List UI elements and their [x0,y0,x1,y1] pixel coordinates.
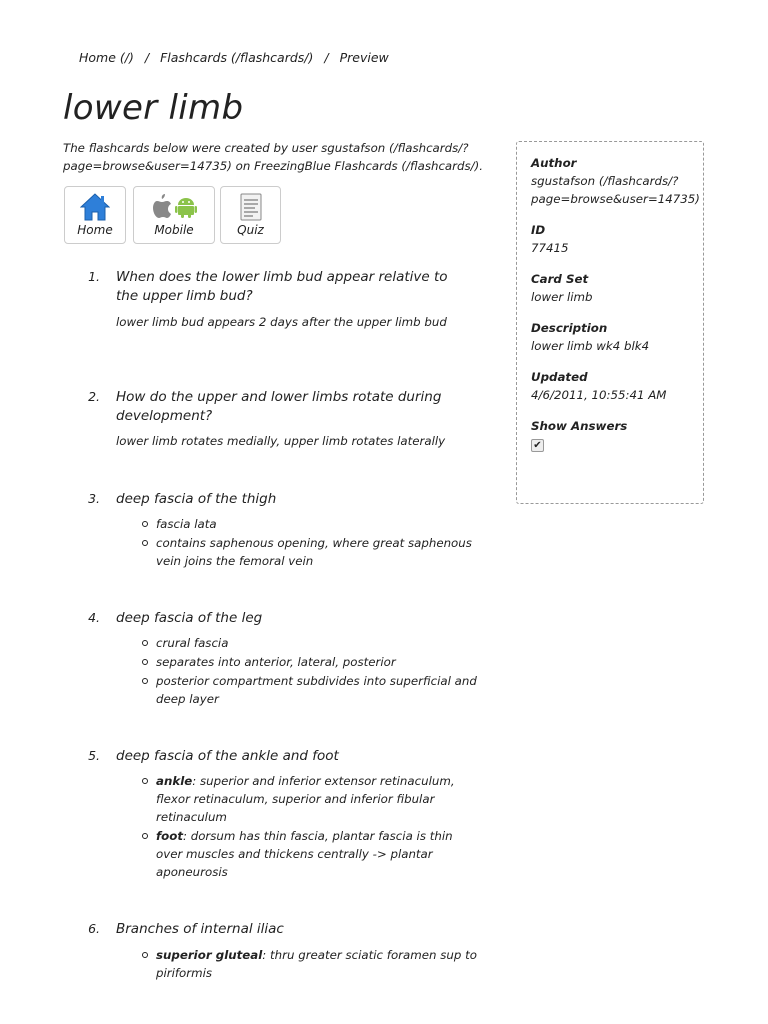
bullet-icon [142,833,148,839]
card-question: deep fascia of the leg [116,610,263,626]
breadcrumb-separator: / [144,50,150,65]
card-set-value: lower limb [531,290,593,304]
list-item-term: ankle [156,774,193,788]
card-answer-list [141,946,481,983]
breadcrumb-flashcards-link[interactable]: Flashcards (/flashcards/) [160,50,314,65]
list-item [141,946,481,982]
list-item [141,515,481,533]
card-number: 3. [88,491,100,506]
card-answer: lower limb rotates medially, upper limb rotates laterally [116,434,446,448]
list-item-term: foot [156,829,183,843]
home-icon [65,193,125,219]
card-answer-list [141,772,481,882]
home-button-label: Home [77,223,113,237]
mobile-icon [134,193,214,219]
home-button[interactable] [64,186,126,244]
list-item [141,534,481,570]
list-item [141,634,481,652]
list-item [141,827,481,881]
card-set-label: Card Set [531,272,589,286]
card-question: Branches of internal iliac [116,921,284,937]
show-answers-checkbox[interactable]: ✔ [531,439,544,452]
id-label: ID [531,223,546,237]
quiz-button-label: Quiz [237,223,264,237]
bullet-icon [142,640,148,646]
list-item-text: : superior and inferior extensor retinaculum, flexor retinaculum, superior and inferior fibular retinaculum [156,774,455,824]
breadcrumb-separator: / [324,50,329,65]
card-question: When does the lower limb bud appear relative to the upper limb bud? [116,269,448,304]
author-label: Author [531,156,577,170]
card-number: 5. [88,748,100,763]
id-value: 77415 [531,241,569,255]
card-number: 6. [88,921,100,936]
author-link[interactable]: sgustafson (/flashcards/? page=browse&user=14735) [531,174,700,206]
list-item-text: contains saphenous opening, where great saphenous vein joins the femoral vein [156,536,472,568]
card-number: 4. [88,610,100,625]
show-answers-label: Show Answers [531,419,628,433]
card-question: deep fascia of the thigh [116,491,277,507]
updated-label: Updated [531,370,588,384]
list-item-text: : thru greater sciatic foramen sup to piriformis [156,948,477,980]
list-item [141,653,481,671]
list-item [141,672,481,708]
breadcrumb-current: Preview [339,50,389,65]
card-answer: lower limb bud appears 2 days after the upper limb bud [116,315,447,329]
list-item-text: : dorsum has thin fascia, plantar fascia is thin over muscles and thickens centrally -> plantar aponeurosis [156,829,453,879]
bullet-icon [142,540,148,546]
bullet-icon [142,952,148,958]
updated-value: 4/6/2011, 10:55:41 AM [531,388,667,402]
intro-text: The flashcards below were created by user sgustafson (/flashcards/?page=browse&user=14735) on FreezingBlue Flashcards (/flashcards/). [63,141,483,173]
bullet-icon [142,778,148,784]
description-label: Description [531,321,608,335]
card-answer-list [141,634,481,709]
card-number: 2. [88,389,100,404]
mobile-button[interactable] [133,186,215,244]
card-question: How do the upper and lower limbs rotate during development? [116,389,442,424]
quiz-button[interactable] [220,186,281,244]
card-question: deep fascia of the ankle and foot [116,748,339,764]
list-item-text: posterior compartment subdivides into superficial and deep layer [156,674,477,706]
list-item-text: crural fascia [156,636,229,650]
card-number: 1. [88,269,100,284]
quiz-icon [221,193,280,219]
page-title: lower limb [63,88,244,128]
bullet-icon [142,678,148,684]
bullet-icon [142,659,148,665]
list-item-text: fascia lata [156,517,217,531]
breadcrumb-home-link[interactable]: Home (/) [79,50,134,65]
list-item-text: separates into anterior, lateral, posterior [156,655,396,669]
bullet-icon [142,521,148,527]
list-item-term: superior gluteal [156,948,263,962]
description-value: lower limb wk4 blk4 [531,339,650,353]
card-answer-list [141,515,481,571]
list-item [141,772,481,826]
breadcrumb [79,50,389,65]
mobile-button-label: Mobile [154,223,194,237]
card-set-info-panel [516,141,704,504]
